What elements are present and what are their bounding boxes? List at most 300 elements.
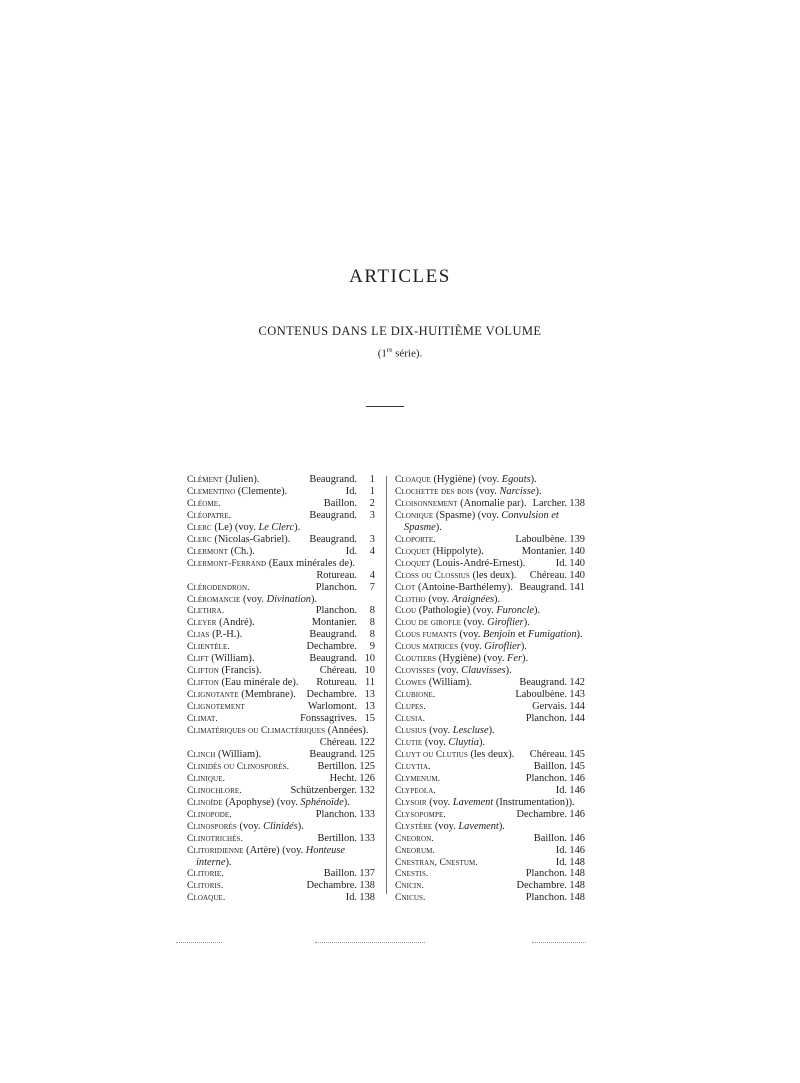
entry-text: (Spasme) (voy. — [433, 509, 502, 521]
entry-page: 126 — [359, 772, 375, 784]
page-title: ARTICLES — [349, 266, 451, 287]
entry-page: 132 — [359, 784, 375, 796]
entry-page: 148 — [569, 880, 585, 892]
entry-author: Dechambre. — [306, 689, 357, 701]
entry-page: 133 — [359, 832, 375, 844]
index-entry — [187, 594, 375, 606]
entry-text: (William). — [208, 653, 255, 665]
entry-author: Beaugrand. — [309, 629, 357, 641]
index-entry — [187, 761, 375, 773]
entry-author: Bertillon. — [317, 832, 357, 844]
entry-heading: Clou de girofle — [395, 617, 461, 629]
entry-page: 133 — [359, 808, 375, 820]
entry-text: ). — [311, 593, 318, 605]
entry-heading: Cnestran, Cnestum. — [395, 856, 478, 868]
index-entry — [187, 797, 375, 809]
entry-page: 9 — [369, 641, 375, 653]
index-entry — [395, 737, 585, 749]
entry-author: Beaugrand. — [309, 474, 357, 485]
entry-reference — [312, 617, 375, 629]
entry-heading: Clérodendron. — [187, 581, 250, 593]
entry-reference — [515, 534, 585, 546]
entry-text: (Apophyse) (voy. — [222, 796, 301, 808]
entry-author: Rotureau. — [316, 677, 357, 689]
entry-crossref: Cluytia — [448, 736, 479, 748]
entry-text: (voy. — [432, 820, 459, 832]
entry-page: 2 — [369, 497, 375, 509]
entry-reference — [320, 737, 375, 749]
entry-reference — [519, 677, 585, 689]
entry-author: Montanier. — [311, 617, 357, 629]
index-entry — [395, 534, 585, 546]
entry-heading: Cloaque — [395, 474, 431, 485]
entry-heading: Cloquet — [395, 557, 431, 569]
entry-reference — [519, 582, 585, 594]
entry-text: (voy. — [473, 485, 500, 497]
index-entry — [187, 725, 375, 737]
index-entry — [395, 785, 585, 797]
entry-crossref: Giroflier — [484, 641, 521, 653]
index-entry — [395, 474, 585, 486]
entry-author: Planchon. — [525, 713, 567, 725]
entry-author: Id. — [555, 844, 567, 856]
entry-text: (voy. — [426, 796, 453, 808]
entry-text: (Pathologie) (voy. — [416, 605, 497, 617]
entry-text: ). — [297, 820, 304, 832]
entry-reference — [346, 892, 375, 904]
index-entry — [395, 857, 585, 869]
entry-heading: Closs ou Clossius — [395, 569, 470, 581]
entry-text: (William). — [426, 677, 472, 689]
entry-heading: Cloisonnement — [395, 497, 458, 509]
entry-text: (Ch.). — [228, 545, 255, 557]
entry-text: (voy. — [458, 641, 485, 653]
entry-text: ). — [498, 820, 505, 832]
entry-author: Rotureau. — [316, 569, 357, 581]
index-entry — [187, 510, 375, 522]
entry-heading: Clifton — [187, 677, 219, 689]
entry-text: (Eau minérale de). — [218, 677, 299, 689]
entry-page: 8 — [369, 617, 375, 629]
entry-author: Baillon. — [323, 868, 357, 880]
entry-heading: Clou — [395, 605, 417, 617]
entry-text: (Hippolyte). — [430, 545, 484, 557]
entry-text: ). — [488, 725, 495, 737]
entry-page: 146 — [569, 832, 585, 844]
index-entry — [395, 486, 585, 498]
index-entry — [395, 892, 585, 904]
index-entry — [187, 641, 375, 653]
index-entry — [395, 845, 585, 857]
entry-heading: Clementino — [187, 485, 236, 497]
index-entry — [395, 558, 585, 570]
index-entry — [395, 629, 585, 641]
series-note: (1re série). — [377, 346, 423, 360]
entry-reference — [307, 880, 375, 892]
entry-page: 143 — [569, 689, 585, 701]
entry-heading: Clerc — [187, 533, 212, 545]
entry-page: 4 — [369, 569, 375, 581]
entry-heading: Clous matrices — [395, 641, 459, 653]
entry-author: Laboulbène. — [515, 533, 567, 545]
index-entry — [187, 773, 375, 785]
entry-crossref: Convulsion et Spasme — [404, 509, 559, 533]
index-entry — [187, 677, 375, 689]
index-entry — [187, 809, 375, 821]
entry-text: (Artère) (voy. — [243, 844, 306, 856]
entry-crossref: Lavement — [458, 820, 499, 832]
index-entry — [395, 809, 585, 821]
entry-text: (Anomalie par). — [457, 497, 527, 509]
entry-heading: Clusius — [395, 725, 427, 737]
entry-page: 4 — [369, 545, 375, 557]
entry-reference — [316, 570, 375, 582]
entry-author: Id. — [555, 557, 567, 569]
entry-page: 13 — [364, 689, 375, 701]
entry-crossref: Lavement — [452, 796, 494, 808]
entry-heading: Cloporte. — [395, 533, 436, 545]
entry-text: (Antoine-Barthélemy). — [415, 581, 513, 593]
entry-heading: Clinidés ou Clinosporés. — [187, 760, 290, 772]
footer-dots — [532, 942, 586, 944]
index-column-right — [395, 474, 585, 904]
index-entry — [395, 773, 585, 785]
entry-text: (Louis-André-Ernest). — [430, 557, 526, 569]
entry-page: 8 — [369, 629, 375, 641]
entry-page: 125 — [359, 760, 375, 772]
entry-reference — [300, 713, 375, 725]
entry-reference — [316, 582, 375, 594]
index-entry — [187, 558, 375, 570]
entry-reference — [534, 761, 585, 773]
index-entry — [187, 653, 375, 665]
entry-author: Larcher. — [532, 497, 567, 509]
index-entry — [395, 510, 585, 534]
entry-text: (Nicolas-Gabriel). — [211, 533, 291, 545]
entry-author: Hecht. — [329, 772, 357, 784]
entry-author: Beaugrand. — [519, 581, 567, 593]
entry-page: 139 — [569, 533, 585, 545]
entry-author: Chéreau. — [529, 569, 567, 581]
entry-heading: Clochette des bois — [395, 485, 474, 497]
entry-heading: Clermont — [187, 545, 229, 557]
entry-reference — [556, 857, 585, 869]
entry-heading: Clystère — [395, 820, 433, 832]
index-entry — [187, 845, 375, 869]
index-entry — [187, 546, 375, 558]
entry-author: Id. — [555, 784, 567, 796]
entry-author: Id. — [345, 485, 357, 497]
entry-page: 125 — [359, 748, 375, 760]
entry-crossref: Lescluse — [452, 725, 489, 737]
entry-author: Fonssagrives. — [300, 713, 357, 725]
entry-author: Planchon. — [315, 605, 357, 617]
entry-page: 140 — [569, 557, 585, 569]
entry-reference — [532, 701, 585, 713]
index-entry — [395, 617, 585, 629]
entry-text: ). — [294, 521, 301, 533]
index-entry — [395, 797, 585, 809]
entry-crossref: Benjoin — [483, 629, 516, 641]
entry-heading: Clethra. — [187, 605, 225, 617]
entry-author: Dechambre. — [516, 880, 567, 892]
index-entry — [187, 582, 375, 594]
entry-text: (voy. — [456, 629, 484, 641]
entry-author: Beaugrand. — [309, 533, 357, 545]
index-entry — [187, 474, 375, 486]
entry-page: 148 — [569, 892, 585, 904]
index-entry — [187, 868, 375, 880]
entry-text: (voy. — [425, 593, 452, 605]
entry-crossref: Clauvisses — [461, 665, 506, 677]
entry-author: Chéreau. — [319, 665, 357, 677]
entry-heading: Clinotrichés. — [187, 832, 243, 844]
index-entry — [187, 665, 375, 677]
entry-heading: Clignotement — [187, 701, 245, 713]
entry-heading: Clotho — [395, 593, 426, 605]
entry-heading: Clitoris. — [187, 880, 224, 892]
entry-text: ). — [343, 796, 350, 808]
entry-heading: Cneorum. — [395, 844, 435, 856]
entry-crossref: Narcisse — [499, 485, 536, 497]
entry-author: Beaugrand. — [309, 653, 357, 665]
entry-author: Planchon. — [525, 772, 567, 784]
index-entry — [187, 785, 375, 797]
entry-heading: Cléromancie — [187, 593, 241, 605]
index-entry — [395, 833, 585, 845]
entry-page: 145 — [569, 760, 585, 772]
index-entry — [187, 498, 375, 510]
entry-heading: Clysoir — [395, 796, 427, 808]
index-entry — [187, 701, 375, 713]
entry-heading: Cluytia. — [395, 760, 431, 772]
entry-page: 146 — [569, 808, 585, 820]
entry-reference — [346, 546, 375, 558]
entry-page: 138 — [359, 880, 375, 892]
index-entry — [187, 534, 375, 546]
entry-page: 137 — [359, 868, 375, 880]
entry-heading: Clypeola. — [395, 784, 436, 796]
entry-heading: Cloquet — [395, 545, 431, 557]
index-entry — [395, 701, 585, 713]
index-entry — [395, 821, 585, 833]
entry-author: Baillon. — [533, 760, 567, 772]
entry-text: ). — [523, 617, 530, 629]
entry-text: (voy. — [426, 725, 453, 737]
entry-author: Id. — [555, 856, 567, 868]
entry-text: (les deux). — [469, 569, 517, 581]
entry-text: (William). — [215, 748, 262, 760]
entry-page: 10 — [364, 653, 375, 665]
entry-text: ). — [435, 521, 442, 533]
entry-reference — [533, 498, 585, 510]
entry-heading: Climat. — [187, 713, 218, 725]
entry-author: Beaugrand. — [309, 509, 357, 521]
entry-crossref: Fer — [507, 653, 523, 665]
index-entry — [395, 582, 585, 594]
entry-text: ). — [530, 474, 537, 485]
entry-reference — [309, 749, 375, 761]
index-entry — [187, 892, 375, 904]
entry-heading: Cléopatre. — [187, 509, 232, 521]
entry-author: Dechambre. — [306, 641, 357, 653]
entry-text: (André). — [216, 617, 255, 629]
column-divider — [386, 476, 387, 894]
entry-text: (Eaux minérales de). — [266, 557, 355, 569]
entry-heading: Cneoron. — [395, 832, 434, 844]
entry-reference — [309, 653, 375, 665]
entry-author: Bertillon. — [317, 760, 357, 772]
entry-heading: Clous fumants — [395, 629, 457, 641]
entry-heading: Cnestis. — [395, 868, 429, 880]
entry-text: (voy. — [460, 617, 488, 629]
entry-heading: Clowes — [395, 677, 427, 689]
entry-author: Id. — [345, 545, 357, 557]
entry-author: Planchon. — [525, 892, 567, 904]
index-entry — [187, 821, 375, 833]
entry-reference — [320, 665, 375, 677]
entry-text: ). — [505, 665, 512, 677]
series-word: série — [395, 347, 416, 360]
entry-author: Warlomont. — [307, 701, 357, 713]
entry-heading: Clot — [395, 581, 416, 593]
entry-reference — [526, 773, 585, 785]
entry-crossref: Divination — [266, 593, 312, 605]
entry-heading: Clinoïde — [187, 796, 223, 808]
entry-text: (les deux). — [467, 748, 515, 760]
entry-page: 146 — [569, 784, 585, 796]
entry-heading: Clermont-Ferrand — [187, 557, 267, 569]
entry-reference — [530, 749, 585, 761]
entry-author: Beaugrand. — [309, 748, 357, 760]
entry-author: Baillon. — [533, 832, 567, 844]
index-column-left — [187, 474, 375, 904]
entry-page: 122 — [359, 736, 375, 748]
entry-author: Id. — [345, 892, 357, 904]
entry-crossref: Fumigation — [528, 629, 577, 641]
entry-reference — [515, 689, 585, 701]
entry-author: Planchon. — [525, 868, 567, 880]
entry-text: (P.-H.). — [209, 629, 243, 641]
entry-heading: Clifton — [187, 665, 219, 677]
entry-heading: Clovisses — [395, 665, 435, 677]
entry-reference — [556, 558, 585, 570]
index-entry — [395, 749, 585, 761]
entry-reference — [308, 701, 375, 713]
entry-heading: Clinopode. — [187, 808, 232, 820]
footer-dots — [176, 942, 222, 944]
entry-page: 146 — [569, 772, 585, 784]
index-entry — [187, 570, 375, 582]
entry-reference — [316, 605, 375, 617]
entry-text: (voy. — [422, 736, 449, 748]
entry-text: (Années). — [325, 725, 369, 737]
entry-page: 140 — [569, 569, 585, 581]
entry-text: (Hygiène) (voy. — [430, 474, 502, 485]
entry-page: 15 — [364, 713, 375, 725]
entry-text: (Julien). — [222, 474, 260, 485]
entry-heading: Clias — [187, 629, 210, 641]
entry-author: Dechambre. — [516, 808, 567, 820]
index-entry — [395, 570, 585, 582]
entry-heading: Cnicus. — [395, 892, 426, 904]
index-entry — [187, 605, 375, 617]
entry-text: ). — [535, 485, 542, 497]
entry-text: ). — [520, 641, 527, 653]
entry-crossref: Sphénoïde — [300, 796, 344, 808]
entry-reference — [346, 486, 375, 498]
index-entry — [187, 749, 375, 761]
entry-reference — [324, 868, 375, 880]
entry-author: Gervais. — [532, 701, 567, 713]
index-entry — [395, 677, 585, 689]
series-superscript: re — [386, 346, 393, 354]
entry-page: 138 — [359, 892, 375, 904]
entry-text: (voy. — [434, 665, 462, 677]
entry-reference — [307, 641, 375, 653]
entry-heading: Clubione. — [395, 689, 436, 701]
entry-reference — [556, 785, 585, 797]
entry-heading: Clignotante — [187, 689, 239, 701]
entry-crossref: Clinidés — [263, 820, 298, 832]
entry-crossref: Honteuse interne — [196, 844, 346, 868]
entry-author: Montanier. — [521, 545, 567, 557]
index-entry — [187, 486, 375, 498]
index-entry — [187, 880, 375, 892]
entry-heading: Clonique — [395, 509, 434, 521]
index-entry — [395, 761, 585, 773]
entry-author: Laboulbène. — [515, 689, 567, 701]
entry-author: Schützenberger. — [290, 784, 357, 796]
index-entry — [395, 880, 585, 892]
index-entry — [395, 725, 585, 737]
entry-heading: Clift — [187, 653, 209, 665]
entry-heading: Cluyt ou Clutius — [395, 748, 468, 760]
entry-author: Chéreau. — [529, 748, 567, 760]
entry-text: ). — [225, 856, 232, 868]
entry-text: (Clemente). — [235, 485, 288, 497]
entry-text: ). — [576, 629, 583, 641]
entry-reference — [526, 713, 585, 725]
entry-crossref: Giroflier — [487, 617, 524, 629]
index-entry — [187, 522, 375, 534]
entry-reference — [556, 845, 585, 857]
entry-reference — [522, 546, 585, 558]
entry-heading: Clitoridienne — [187, 844, 244, 856]
entry-heading: Clinochlore. — [187, 784, 242, 796]
entry-text: (voy. — [236, 820, 264, 832]
index-entry — [187, 833, 375, 845]
entry-reference — [324, 498, 375, 510]
entry-page: 3 — [369, 509, 375, 521]
index-entry — [395, 498, 585, 510]
entry-author: Baillon. — [323, 497, 357, 509]
entry-page: 148 — [569, 868, 585, 880]
entry-text: (voy. — [240, 593, 267, 605]
entry-reference — [517, 809, 585, 821]
entry-page: 10 — [364, 665, 375, 677]
entry-text: (Hygiène) (voy. — [436, 653, 508, 665]
entry-author: Dechambre. — [306, 880, 357, 892]
entry-page: 145 — [569, 748, 585, 760]
entry-reference — [309, 474, 375, 486]
entry-text: (Le) (voy. — [211, 521, 259, 533]
entry-page: 148 — [569, 856, 585, 868]
entry-reference — [526, 868, 585, 880]
entry-text: ). — [478, 736, 486, 748]
entry-page: 3 — [369, 533, 375, 545]
entry-reference — [517, 880, 585, 892]
